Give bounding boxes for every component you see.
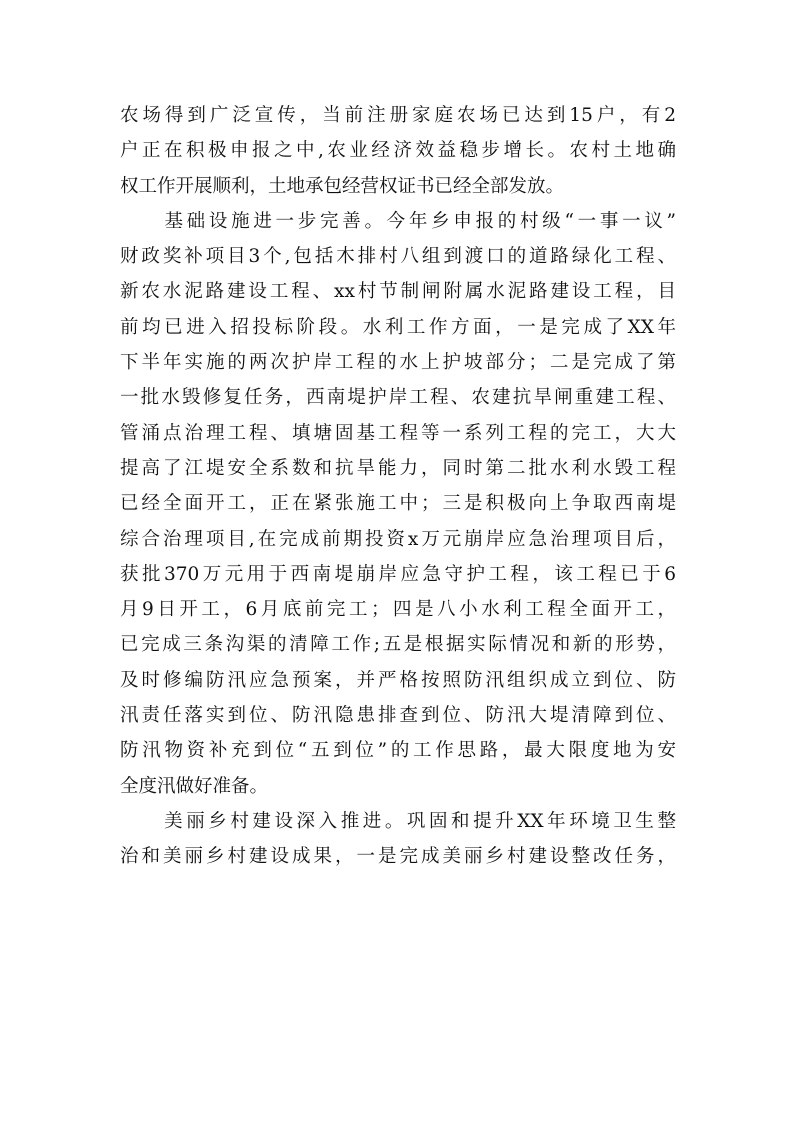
text-line: 管涌点治理工程、填塘固基工程等一系列工程的完工，大大 <box>120 422 676 444</box>
text-line: 汛责任落实到位、防汛隐患排查到位、防汛大堤清障到位、 <box>120 705 676 727</box>
text-line: 下半年实施的两次护岸工程的水上护坡部分；二是完成了第 <box>120 352 676 374</box>
text-line: 及时修编防汛应急预案，并严格按照防汛组织成立到位、防 <box>120 669 676 691</box>
text-line: 已完成三条沟渠的清障工作;五是根据实际情况和新的形势， <box>120 634 676 656</box>
text-line: 农场得到广泛宣传，当前注册家庭农场已达到15户，有2 <box>120 105 676 126</box>
text-line: 新农水泥路建设工程、xx村节制闸附属水泥路建设工程，目 <box>120 281 676 303</box>
text-line: 获批370万元用于西南堤崩岸应急守护工程，该工程已于6 <box>120 563 676 585</box>
text-line: 美丽乡村建设深入推进。巩固和提升XX年环境卫生整 <box>120 810 676 832</box>
text-line: 治和美丽乡村建设成果，一是完成美丽乡村建设整改任务， <box>120 846 676 868</box>
text-line: 月9日开工，6月底前完工；四是八小水利工程全面开工， <box>120 599 676 621</box>
text-line: 基础设施进一步完善。今年乡申报的村级“一事一议” <box>120 210 676 232</box>
text-line: 全度汛做好准备。 <box>120 775 269 797</box>
text-line: 综合治理项目,在完成前期投资x万元崩岸应急治理项目后， <box>120 528 676 550</box>
text-line: 已经全面开工，正在紧张施工中；三是积极向上争取西南堤 <box>120 493 676 515</box>
text-line: 提高了江堤安全系数和抗旱能力，同时第二批水利水毁工程 <box>120 457 676 479</box>
text-line: 户正在积极申报之中,农业经济效益稳步增长。农村土地确 <box>120 140 676 162</box>
body-text <box>120 98 676 875</box>
text-line: 一批水毁修复任务，西南堤护岸工程、农建抗旱闸重建工程、 <box>120 387 676 409</box>
text-line: 权工作开展顺利，土地承包经营权证书已经全部发放。 <box>120 175 565 197</box>
text-line: 防汛物资补充到位“五到位”的工作思路，最大限度地为安 <box>120 740 676 762</box>
text-line: 前均已进入招投标阶段。水利工作方面，一是完成了XX年 <box>120 316 676 338</box>
text-line: 财政奖补项目3个,包括木排村八组到渡口的道路绿化工程、 <box>120 246 676 268</box>
